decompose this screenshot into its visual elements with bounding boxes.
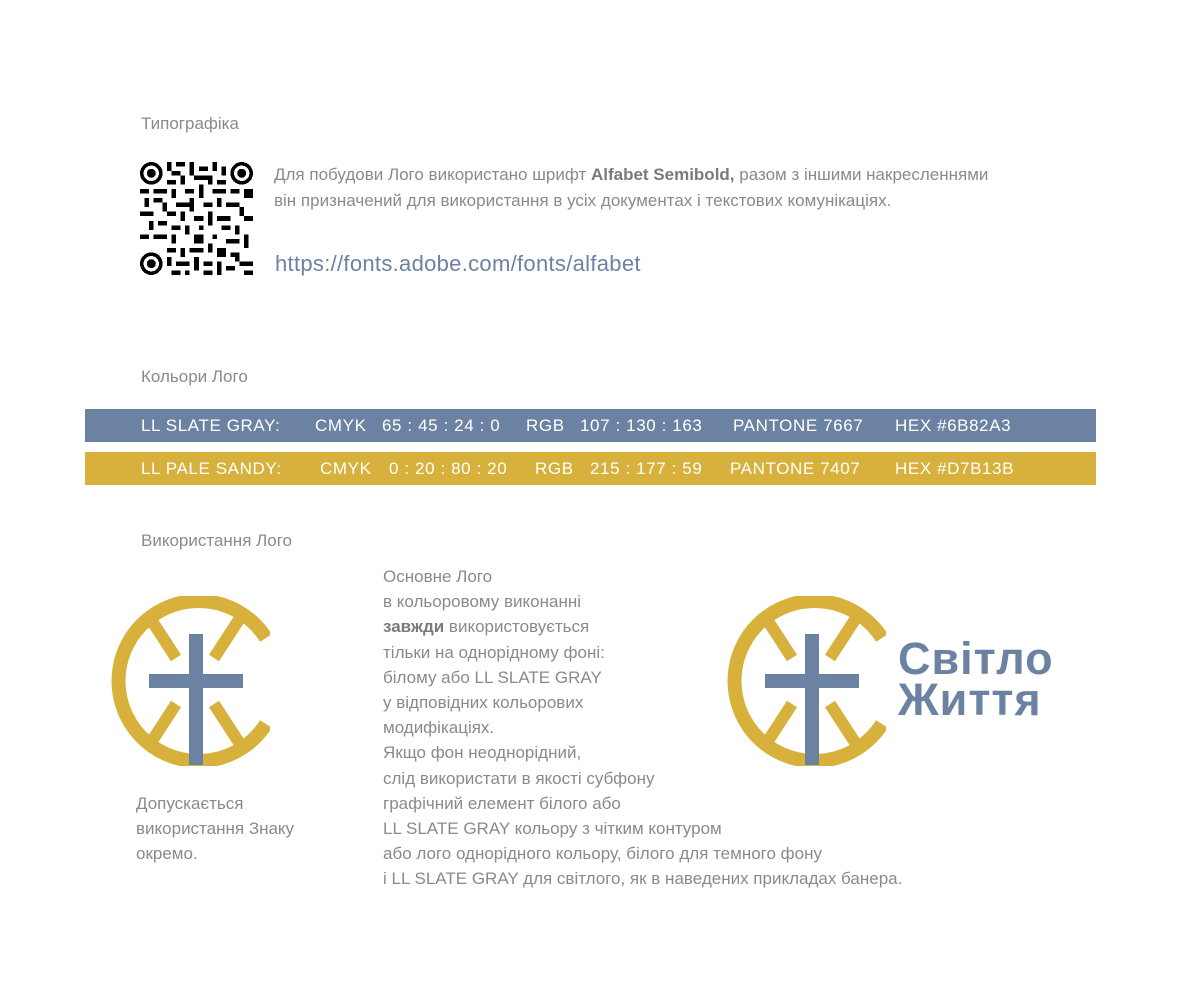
usage-note-line: використання Знаку [136,819,295,838]
usage-line: і LL SLATE GRAY для світлого, як в наведених прикладах банера. [383,869,903,889]
typography-text-before: Для побудови Лого використано шрифт [274,165,591,184]
swatch-name: LL SLATE GRAY: [141,416,281,435]
swatch-name: LL PALE SANDY: [141,459,282,478]
usage-line-emphasis [383,614,983,639]
font-name: Alfabet Semibold, [590,165,735,184]
usage-line: або лого однорідного кольору, білого для темного фону [383,844,822,864]
usage-line: Якщо фон неоднорідний, [383,743,582,763]
typography-text-after: разом з іншими накресленнями [734,165,989,184]
swatch-pale-sandy [85,452,1096,485]
usage-line: білому або LL SLATE GRAY [383,667,602,687]
cross-sign-icon [110,596,270,766]
usage-description [383,564,983,892]
usage-line: слід використати в якості субфону [383,768,655,788]
usage-line: тільки на однорідному фоні: [383,642,605,662]
cmyk-value: 0 : 20 : 80 : 20 [389,459,508,478]
rgb-value: 107 : 130 : 163 [580,416,703,435]
rgb-value: 215 : 177 : 59 [590,459,703,478]
font-link[interactable]: https://fonts.adobe.com/fonts/alfabet [275,251,641,276]
logo-sign-icon [726,596,886,766]
brand-word-line2: Життя [898,674,1042,725]
pantone-value: PANTONE 7407 [730,459,861,478]
rgb-label: RGB [535,459,574,478]
cmyk-label: CMYK [320,459,372,478]
hex-value: HEX #6B82A3 [895,416,1012,435]
typography-description [274,162,1094,214]
typography-text-line2: він призначений для використання в усіх документах і текстових комунікаціях. [274,191,892,210]
usage-line: у відповідних кольорових [383,693,584,713]
usage-note-line: Допускається [136,794,244,813]
usage-title: Використання Лого [141,531,293,550]
colors-title: Кольори Лого [141,367,248,386]
usage-line: модифікаціях. [383,718,495,738]
usage-line: LL SLATE GRAY кольору з чітким контуром [383,819,722,839]
cmyk-label: CMYK [315,416,367,435]
typography-title: Типографіка [141,114,239,133]
qr-code-icon [140,162,253,275]
cmyk-value: 65 : 45 : 24 : 0 [382,416,501,435]
pantone-value: PANTONE 7667 [733,416,864,435]
hex-value: HEX #D7B13B [895,459,1015,478]
emphasis-rest: використовується [444,617,590,637]
usage-line: графічний елемент білого або [383,793,621,813]
emphasis-word: завжди [383,617,445,637]
usage-note-line: окремо. [136,844,198,863]
usage-note [136,791,294,866]
usage-line: Основне Лого [383,567,493,586]
rgb-label: RGB [526,416,565,435]
swatch-slate-gray [85,409,1096,442]
brand-word-line1: Світло [898,633,1054,684]
usage-line: в кольоровому виконанні [383,592,582,612]
